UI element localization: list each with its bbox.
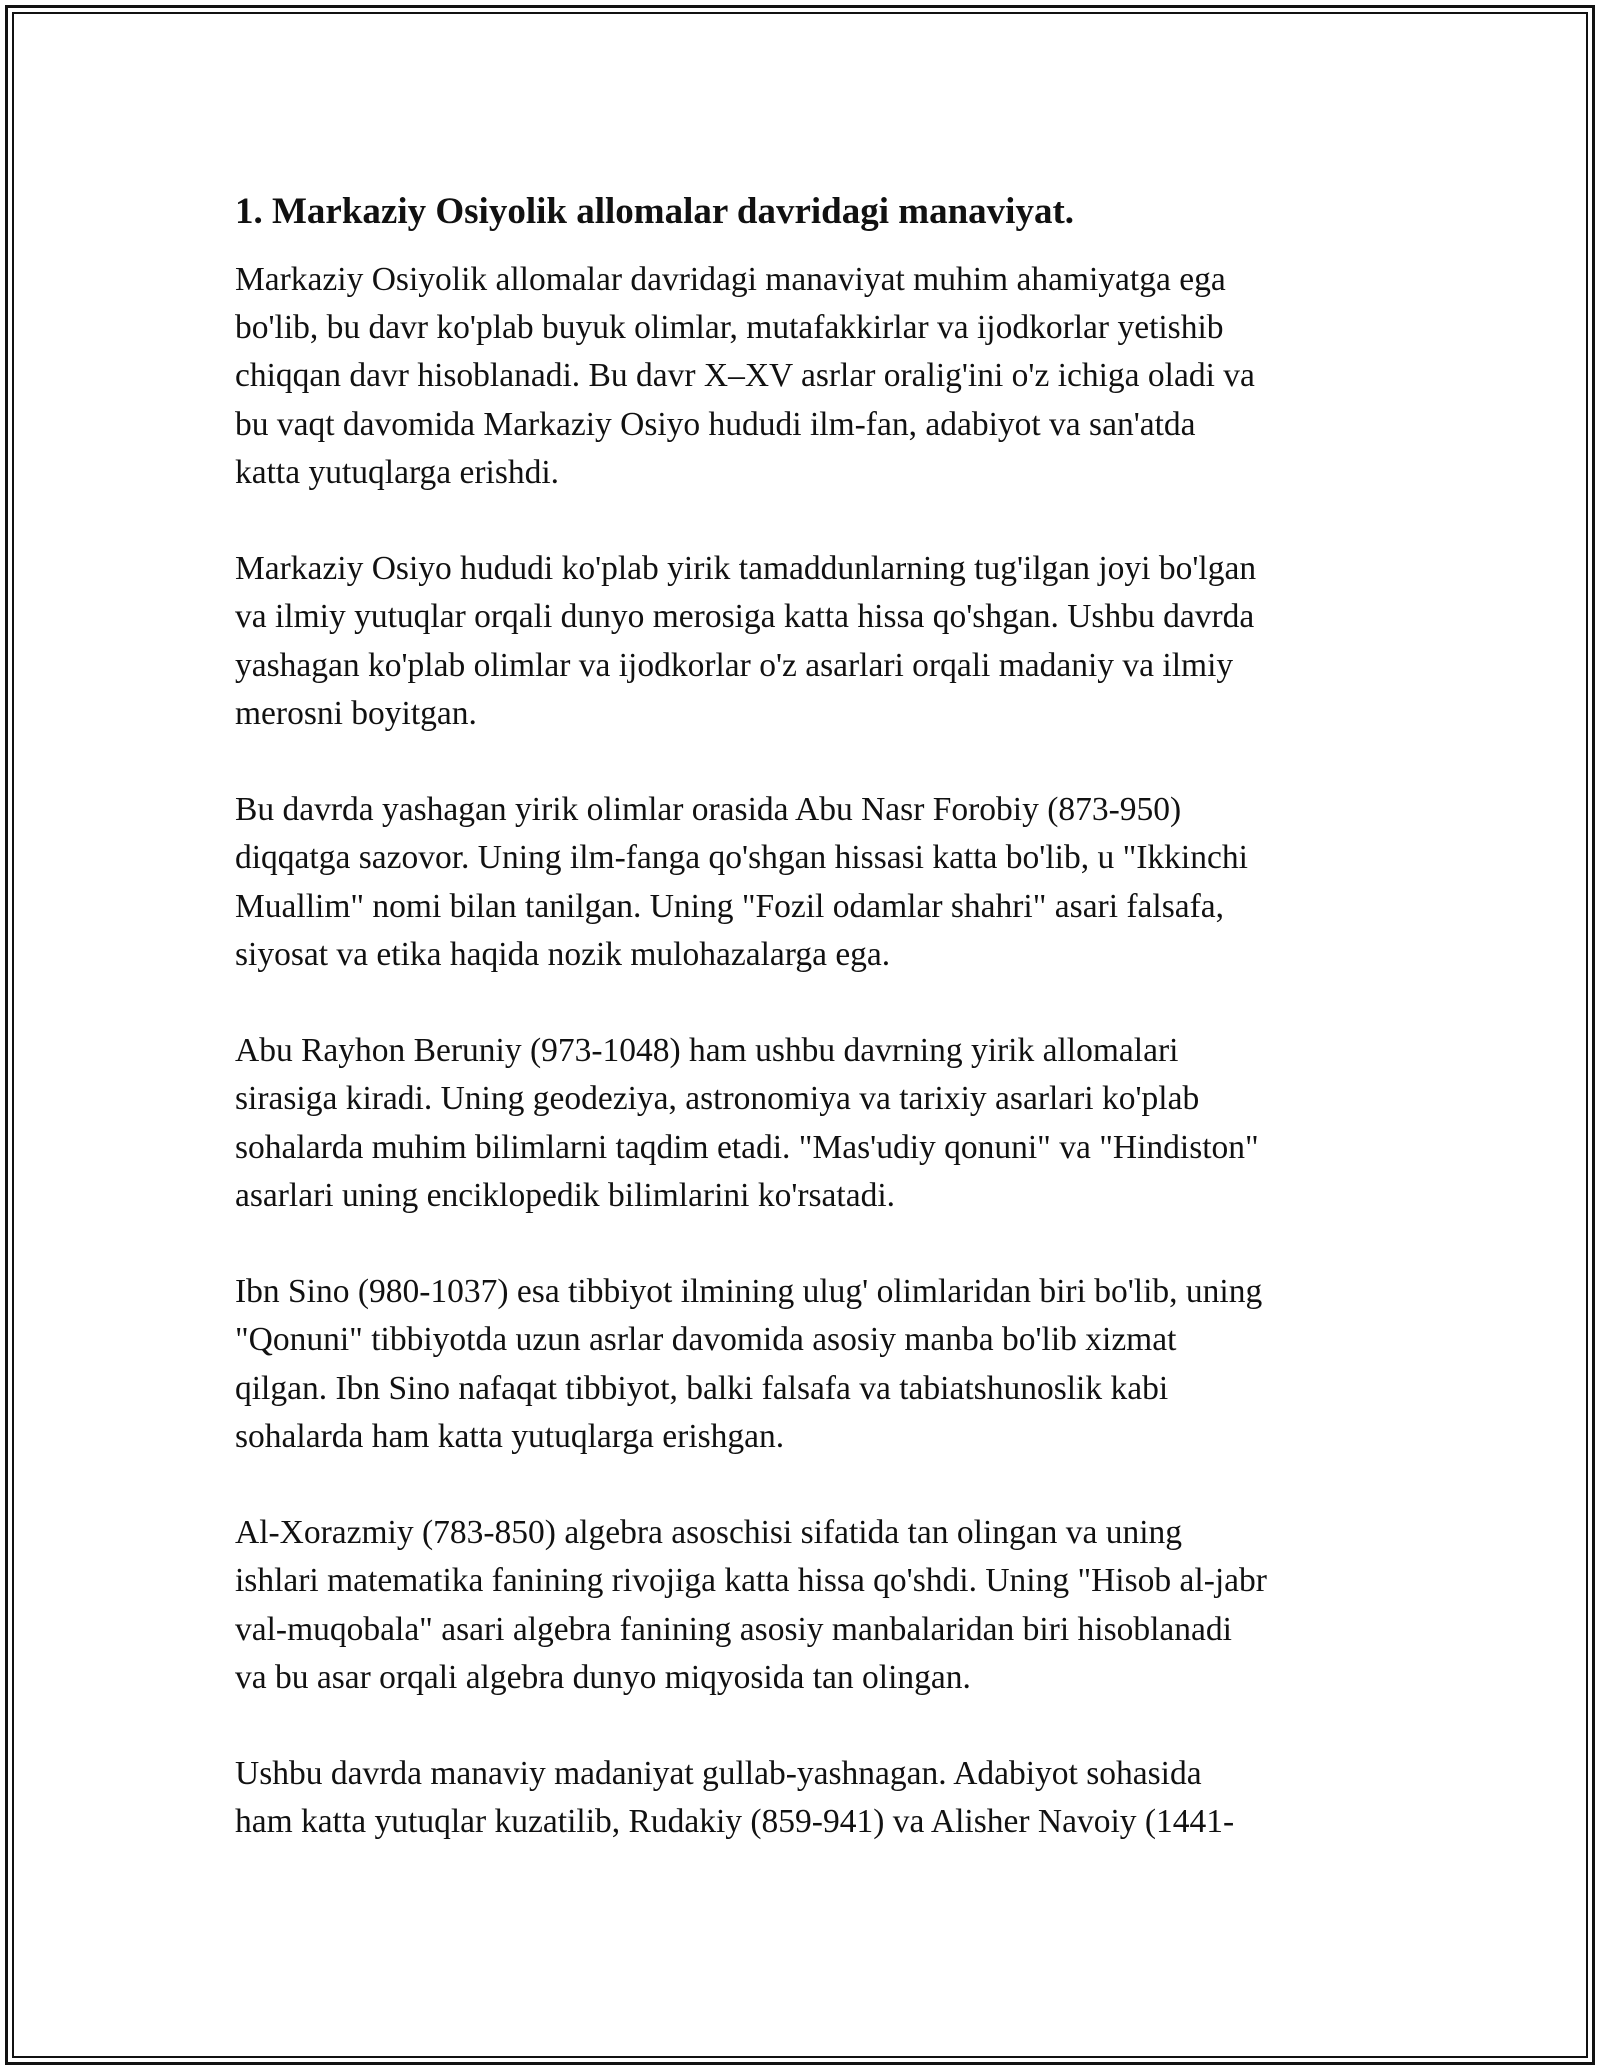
text-line: asarlari uning enciklopedik bilimlarini ko'rsatadi. (235, 1176, 896, 1214)
paragraph-forobiy (235, 786, 1365, 979)
text-line: bo'lib, bu davr ko'plab buyuk olimlar, mutafakkirlar va ijodkorlar yetishib (235, 309, 1224, 347)
text-line: va ilmiy yutuqlar orqali dunyo merosiga katta hissa qo'shgan. Ushbu davrda (235, 598, 1255, 636)
text-line: Bu davrda yashagan yirik olimlar orasida Abu Nasr Forobiy (873-950) (235, 791, 1182, 829)
text-line: "Qonuni" tibbiyotda uzun asrlar davomida asosiy manba bo'lib xizmat (235, 1321, 1177, 1359)
paragraph-beruniy (235, 1027, 1365, 1220)
text-line: val-muqobala" asari algebra fanining asosiy manbalaridan biri hisoblanadi (235, 1610, 1232, 1648)
paragraph-culture (235, 1750, 1365, 1846)
text-line: siyosat va etika haqida nozik mulohazalarga ega. (235, 935, 891, 973)
text-line: chiqqan davr hisoblanadi. Bu davr X–XV asrlar oralig'ini o'z ichiga oladi va (235, 357, 1255, 395)
text-line: qilgan. Ibn Sino nafaqat tibbiyot, balki falsafa va tabiatshunoslik kabi (235, 1369, 1169, 1407)
text-line: Ibn Sino (980-1037) esa tibbiyot ilmining ulug' olimlaridan biri bo'lib, uning (235, 1273, 1263, 1311)
text-line: ishlari matematika fanining rivojiga katta hissa qo'shdi. Uning "Hisob al-jabr (235, 1562, 1267, 1600)
text-line: Markaziy Osiyolik allomalar davridagi manaviyat muhim ahamiyatga ega (235, 261, 1226, 298)
document-body (235, 188, 1365, 1895)
text-line: diqqatga sazovor. Uning ilm-fanga qo'shgan hissasi katta bo'lib, u "Ikkinchi (235, 839, 1248, 877)
paragraph-xorazmiy (235, 1509, 1365, 1702)
text-line: Markaziy Osiyo hududi ko'plab yirik tamaddunlarning tug'ilgan joyi bo'lgan (235, 550, 1257, 588)
text-line: va bu asar orqali algebra dunyo miqyosida tan olingan. (235, 1658, 971, 1696)
text-line: Ushbu davrda manaviy madaniyat gullab-yashnagan. Adabiyot sohasida (235, 1755, 1202, 1793)
text-line: Muallim" nomi bilan tanilgan. Uning "Fozil odamlar shahri" asari falsafa, (235, 887, 1225, 925)
text-line: sohalarda muhim bilimlarni taqdim etadi. "Mas'udiy qonuni" va "Hindiston" (235, 1128, 1259, 1166)
text-line: Al-Xorazmiy (783-850) algebra asoschisi sifatida tan olingan va uning (235, 1514, 1183, 1552)
paragraph-intro (235, 256, 1365, 497)
text-line: sohalarda ham katta yutuqlarga erishgan. (235, 1417, 785, 1455)
paragraph-region (235, 545, 1365, 738)
text-line: katta yutuqlarga erishdi. (235, 453, 560, 491)
text-line: Abu Rayhon Beruniy (973-1048) ham ushbu davrning yirik allomalari (235, 1032, 1179, 1070)
text-line: yashagan ko'plab olimlar va ijodkorlar o'z asarlari orqali madaniy va ilmiy (235, 646, 1234, 684)
document-title: 1. Markaziy Osiyolik allomalar davridagi manaviyat. (235, 191, 1075, 232)
text-line: merosni boyitgan. (235, 694, 477, 732)
paragraph-ibn-sino (235, 1268, 1365, 1461)
text-line: ham katta yutuqlar kuzatilib, Rudakiy (859-941) va Alisher Navoiy (1441- (235, 1803, 1235, 1841)
text-line: bu vaqt davomida Markaziy Osiyo hududi ilm-fan, adabiyot va san'atda (235, 405, 1196, 443)
text-line: sirasiga kiradi. Uning geodeziya, astronomiya va tarixiy asarlari ko'plab (235, 1080, 1200, 1118)
